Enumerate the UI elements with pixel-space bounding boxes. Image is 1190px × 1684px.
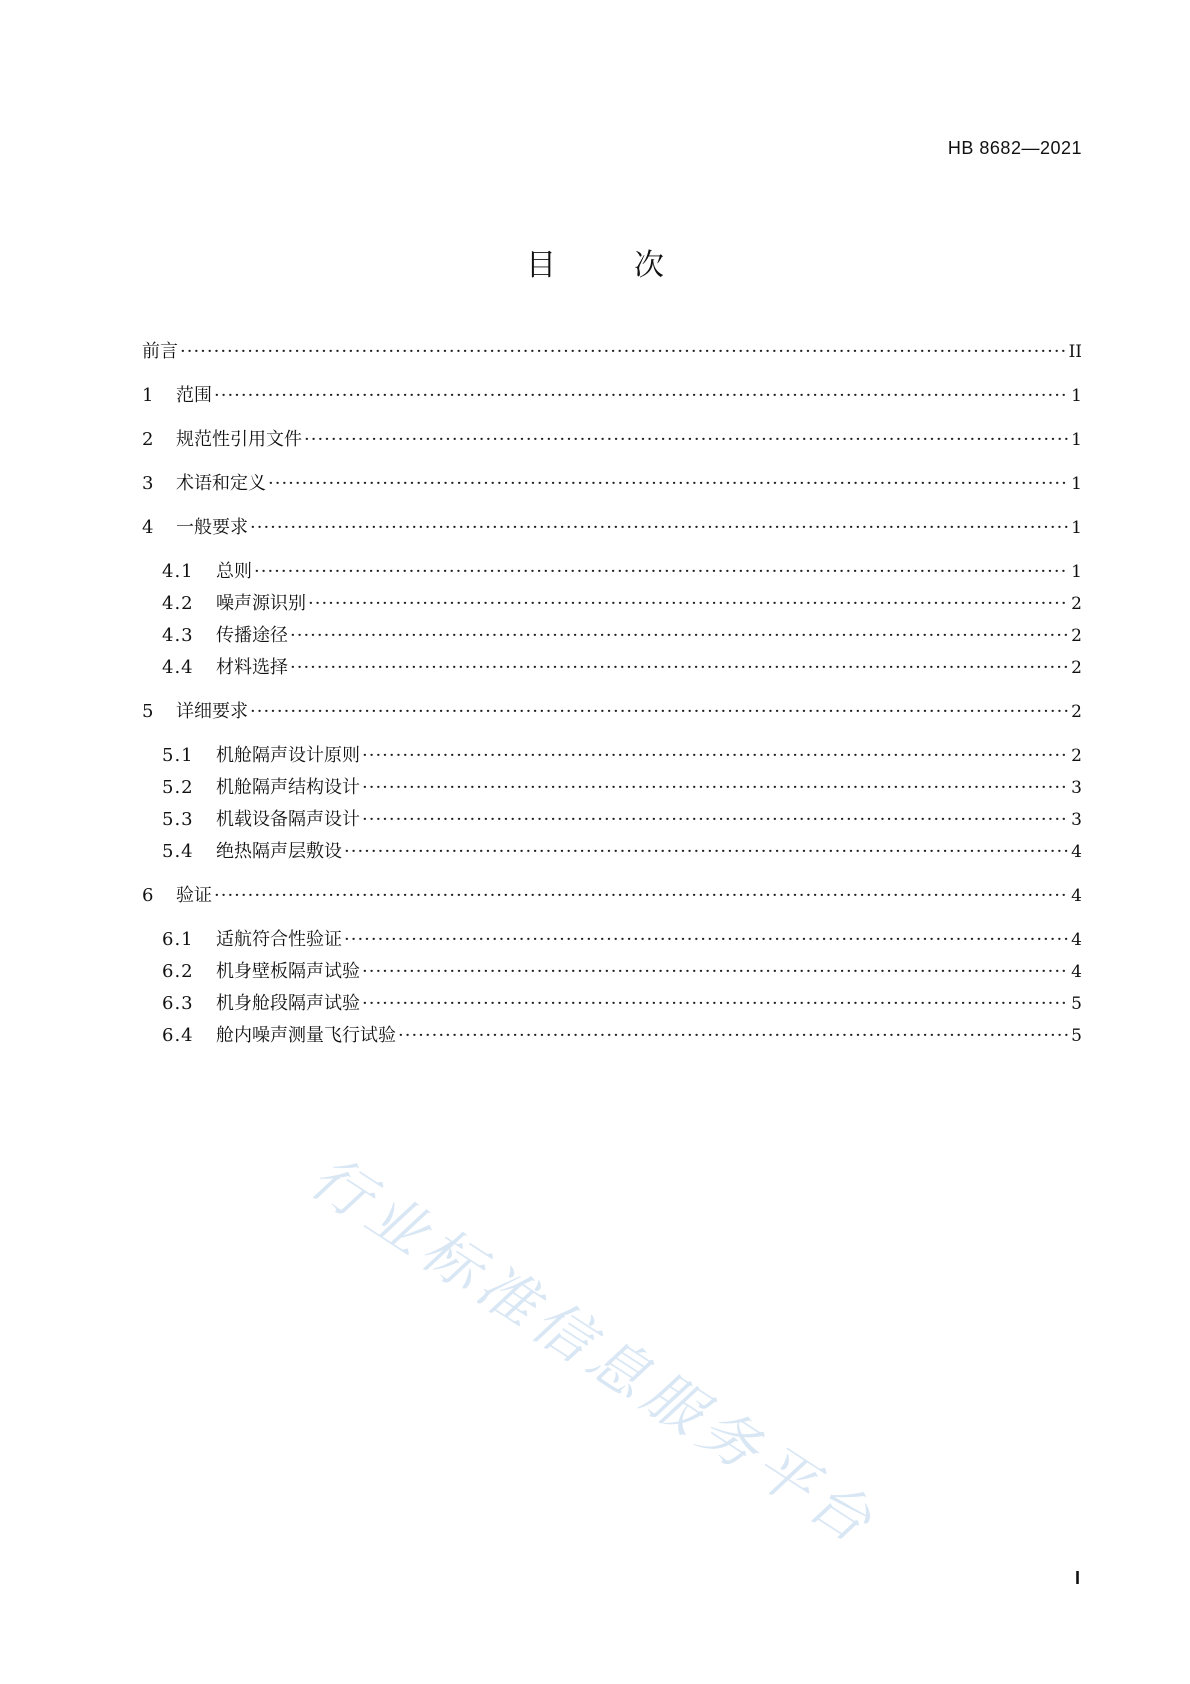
- dot-leader: [362, 772, 1069, 804]
- toc-entry-number: 5.2: [162, 777, 194, 798]
- toc-entry-title: 材料选择: [216, 657, 288, 678]
- toc-entry-title: 绝热隔声层敷设: [216, 841, 342, 862]
- toc-entry-2[interactable]: [142, 424, 1082, 456]
- dot-leader: [304, 424, 1069, 456]
- toc-entry-number: 4.2: [162, 593, 194, 614]
- toc-entry-title: 机舱隔声设计原则: [216, 745, 360, 766]
- dot-leader: [290, 620, 1069, 652]
- toc-entry-number: 5.3: [162, 809, 194, 830]
- toc-heading-part-2: 次: [634, 248, 664, 283]
- dot-leader: [214, 880, 1069, 912]
- toc-entry-title: 前言: [142, 341, 178, 362]
- toc-entry-number: 5.4: [162, 841, 194, 862]
- toc-entry-page: 5: [1071, 1026, 1082, 1046]
- toc-entry-4-3[interactable]: [142, 620, 1082, 652]
- dot-leader: [362, 740, 1069, 772]
- toc-entry-5-3[interactable]: [142, 804, 1082, 836]
- toc-entry-5-1[interactable]: [142, 740, 1082, 772]
- dot-leader: [180, 336, 1067, 368]
- dot-leader: [250, 512, 1069, 544]
- toc-entry-4[interactable]: [142, 512, 1082, 544]
- toc-entry-number: 5.1: [162, 745, 194, 766]
- toc-entry-page: 2: [1071, 626, 1082, 646]
- toc-entry-4-1[interactable]: [142, 556, 1082, 588]
- toc-entry-title: 噪声源识别: [216, 593, 306, 614]
- toc-entry-4-2[interactable]: [142, 588, 1082, 620]
- toc-entry-page: 1: [1071, 386, 1082, 406]
- toc-entry-page: 1: [1071, 430, 1082, 450]
- dot-leader: [344, 836, 1069, 868]
- toc-entry-page: 5: [1071, 994, 1082, 1014]
- toc-entry-page: 2: [1071, 594, 1082, 614]
- dot-leader: [344, 924, 1069, 956]
- toc-entry-page: 1: [1071, 474, 1082, 494]
- dot-leader: [254, 556, 1069, 588]
- toc-entry-title: 适航符合性验证: [216, 929, 342, 950]
- toc-entry-number: 6.1: [162, 929, 194, 950]
- dot-leader: [268, 468, 1069, 500]
- toc-entry-page: II: [1068, 342, 1082, 362]
- toc-entry-6-3[interactable]: [142, 988, 1082, 1020]
- watermark: 行业标准信息服务平台: [298, 1142, 890, 1560]
- toc-entry-title: 范围: [176, 385, 212, 406]
- toc-entry-title: 规范性引用文件: [176, 429, 302, 450]
- toc-entry-page: 1: [1071, 518, 1082, 538]
- toc-entry-number: 3: [142, 473, 154, 494]
- toc-entry-1[interactable]: [142, 380, 1082, 412]
- toc-entry-page: 4: [1071, 842, 1082, 862]
- toc-entry-3[interactable]: [142, 468, 1082, 500]
- dot-leader: [308, 588, 1069, 620]
- dot-leader: [362, 804, 1069, 836]
- toc-entry-number: 4.4: [162, 657, 194, 678]
- dot-leader: [290, 652, 1069, 684]
- dot-leader: [214, 380, 1069, 412]
- dot-leader: [362, 956, 1069, 988]
- toc-entry-6[interactable]: [142, 880, 1082, 912]
- toc-entry-page: 2: [1071, 746, 1082, 766]
- toc-entry-title: 验证: [176, 885, 212, 906]
- toc-entry-page: 4: [1071, 962, 1082, 982]
- toc-entry-number: 6: [142, 885, 154, 906]
- toc-entry-title: 总则: [216, 561, 252, 582]
- toc-entry-title: 舱内噪声测量飞行试验: [216, 1025, 396, 1046]
- toc-entry-5-2[interactable]: [142, 772, 1082, 804]
- toc-entry-number: 4.3: [162, 625, 194, 646]
- toc-entry-page: 3: [1071, 810, 1082, 830]
- toc-entry-number: 2: [142, 429, 154, 450]
- toc-entry-number: 5: [142, 701, 154, 722]
- toc-entry-number: 6.3: [162, 993, 194, 1014]
- toc-entry-title: 机载设备隔声设计: [216, 809, 360, 830]
- toc-entry-title: 机身壁板隔声试验: [216, 961, 360, 982]
- toc-entry-page: 1: [1071, 562, 1082, 582]
- dot-leader: [250, 696, 1069, 728]
- toc-entry-6-1[interactable]: [142, 924, 1082, 956]
- toc-entry-page: 2: [1071, 702, 1082, 722]
- toc-entry-page: 4: [1071, 886, 1082, 906]
- toc-entry-6-4[interactable]: [142, 1020, 1082, 1052]
- toc-entry-title: 传播途径: [216, 625, 288, 646]
- toc-entry-6-2[interactable]: [142, 956, 1082, 988]
- toc-entry-4-4[interactable]: [142, 652, 1082, 684]
- toc-entry-title: 机舱隔声结构设计: [216, 777, 360, 798]
- table-of-contents: [142, 336, 1082, 1052]
- dot-leader: [398, 1020, 1069, 1052]
- toc-entry-title: 一般要求: [176, 517, 248, 538]
- toc-entry-title: 机身舱段隔声试验: [216, 993, 360, 1014]
- toc-heading: [0, 240, 1190, 284]
- toc-entry-title: 术语和定义: [176, 473, 266, 494]
- toc-entry-number: 6.4: [162, 1025, 194, 1046]
- toc-entry-number: 4.1: [162, 561, 194, 582]
- toc-entry-foreword[interactable]: [142, 336, 1082, 368]
- toc-entry-title: 详细要求: [176, 701, 248, 722]
- toc-entry-page: 4: [1071, 930, 1082, 950]
- toc-entry-number: 1: [142, 385, 154, 406]
- toc-entry-5[interactable]: [142, 696, 1082, 728]
- toc-heading-part-1: 目: [526, 248, 556, 283]
- dot-leader: [362, 988, 1069, 1020]
- page-number: I: [1074, 1568, 1080, 1588]
- toc-entry-number: 4: [142, 517, 154, 538]
- toc-entry-number: 6.2: [162, 961, 194, 982]
- document-code: HB 8682—2021: [947, 138, 1082, 158]
- toc-entry-5-4[interactable]: [142, 836, 1082, 868]
- toc-entry-page: 3: [1071, 778, 1082, 798]
- toc-entry-page: 2: [1071, 658, 1082, 678]
